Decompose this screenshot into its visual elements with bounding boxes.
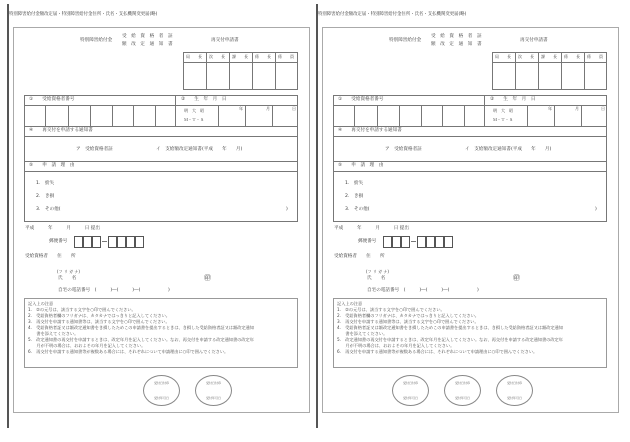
- postal-digit-box[interactable]: [83, 236, 92, 248]
- main-table: [24, 95, 298, 222]
- notes-title: 記入上の注意: [337, 301, 363, 306]
- document-header: 特別障害給付金額改定届・特別障害給付金住所・氏名・支払機関変更届(略): [9, 12, 158, 17]
- title-prefix: 特別障害給付金: [80, 38, 113, 43]
- seal-mark: ㊞: [204, 274, 211, 282]
- postal-digit-box[interactable]: [74, 236, 83, 248]
- approval-header: 課 長: [541, 54, 557, 59]
- title-line1: 受 給 資 格 者 証: [431, 34, 482, 39]
- form-page: [309, 0, 624, 442]
- postal-digit-box[interactable]: [435, 236, 444, 248]
- receipt-stamp: [392, 375, 429, 406]
- approval-header: 係 員: [587, 54, 603, 59]
- reason-other-close: ): [595, 207, 597, 212]
- era-kanji: 明 大 昭: [184, 108, 204, 113]
- reason-other[interactable]: 3. その他(: [36, 207, 61, 212]
- name-label: 氏 名: [367, 276, 386, 281]
- note-item: 1. ②の元号は、該当する文字を○印で囲んでください。: [337, 307, 445, 312]
- approval-header: 係 長: [255, 54, 271, 59]
- postal-digit-box[interactable]: [108, 236, 117, 248]
- month-label: 月: [266, 106, 270, 111]
- section1-label: ① 受給資格者番号: [338, 97, 384, 102]
- option-b[interactable]: イ 支給額改定通知書(平成 年 月): [465, 147, 552, 152]
- furigana-label: (フ リ ガ ナ): [57, 269, 80, 274]
- section2-label: ② 生 年 月 日: [181, 97, 227, 102]
- approval-header: 課 長: [232, 54, 248, 59]
- year-label: 年: [239, 106, 243, 111]
- note-item: 4. 受給資格者証又は額改定通知書をき損したためこの申請書を提出するときは、き損した受給資格者証又は額改定通知: [337, 325, 563, 330]
- postal-digit-box[interactable]: [135, 236, 144, 248]
- postal-label: 郵便番号: [358, 239, 377, 244]
- phone-label: 自宅の電話番号 ( )―( )―( ): [367, 288, 479, 293]
- approval-header: 局 長: [186, 54, 202, 59]
- stamp-top-text: 受付日付印: [205, 381, 221, 385]
- note-item: 書を添えてください。: [337, 331, 388, 336]
- note-item: 月が不明の場合は、おおよその年月を記入してください。: [337, 343, 455, 348]
- section3-label: ④ 再交付を申請する通知書: [338, 128, 402, 133]
- reason-other-close: ): [286, 207, 288, 212]
- postal-digit-box[interactable]: [92, 236, 101, 248]
- note-item: 3. 再交付を申請する通知書等は、該当する文字を○印で囲んでください。: [337, 319, 479, 324]
- stamp-bottom-text: 受付年月日: [153, 396, 169, 400]
- title-line1: 受 給 資 格 者 証: [122, 34, 173, 39]
- page-edge: [7, 4, 9, 428]
- submit-date: 平成 年 月 日 提出: [25, 226, 100, 231]
- section2-label: ② 生 年 月 日: [490, 97, 536, 102]
- address-label: 受給資格者 住 所: [334, 254, 385, 259]
- month-label: 月: [575, 106, 579, 111]
- reason-damaged[interactable]: 2. き損: [345, 194, 364, 199]
- day-label: 日: [601, 106, 605, 111]
- reason-other[interactable]: 3. その他(: [345, 207, 370, 212]
- postal-digit-box[interactable]: [117, 236, 126, 248]
- stamp-bottom-text: 受付年月日: [402, 396, 418, 400]
- approval-header: 次 長: [518, 54, 534, 59]
- stamp-bottom-text: 受付年月日: [205, 396, 221, 400]
- receipt-stamp: [444, 375, 481, 406]
- postal-digit-box[interactable]: [417, 236, 426, 248]
- notes-box: [24, 298, 298, 368]
- title-line2: 額 改 定 通 知 書: [431, 42, 482, 47]
- postal-digit-box[interactable]: [383, 236, 392, 248]
- reason-damaged[interactable]: 2. き損: [36, 194, 55, 199]
- page-edge: [316, 4, 318, 428]
- approval-header: 局 長: [495, 54, 511, 59]
- note-item: 2. 受給資格者欄のフリガナは、カタカナではっきりと記入してください。: [337, 313, 479, 318]
- seal-mark: ㊞: [513, 274, 520, 282]
- note-item: 2. 受給資格者欄のフリガナは、カタカナではっきりと記入してください。: [28, 313, 170, 318]
- notes-title: 記入上の注意: [28, 301, 54, 306]
- section1-label: ① 受給資格者番号: [29, 97, 75, 102]
- title-prefix: 特別障害給付金: [389, 38, 422, 43]
- note-item: 6. 再交付を申請する通知書等が複数ある場合には、それぞれについて申請理由に○印で囲んでください。: [337, 349, 538, 354]
- receipt-stamp: [195, 375, 232, 406]
- postal-digit-box[interactable]: [426, 236, 435, 248]
- note-item: 5. 改定通知書の再交付を申請するときは、改定年月を記入してください。なお、再交付を申請する改定通知書の改定年: [337, 337, 563, 342]
- reason-lost[interactable]: 1. 紛失: [36, 181, 55, 186]
- era-letters: Ｍ・Ｔ・Ｓ: [493, 117, 513, 122]
- document-header: 特別障害給付金額改定届・特別障害給付金住所・氏名・支払機関変更届(略): [318, 12, 467, 17]
- section3-label: ④ 再交付を申請する通知書: [29, 128, 93, 133]
- postal-digit-box[interactable]: [392, 236, 401, 248]
- note-item: 6. 再交付を申請する通知書等が複数ある場合には、それぞれについて申請理由に○印で囲んでください。: [28, 349, 229, 354]
- notes-box: [333, 298, 607, 368]
- approval-header: 次 長: [209, 54, 225, 59]
- stamp-top-text: 受付日付印: [402, 381, 418, 385]
- era-kanji: 明 大 昭: [493, 108, 513, 113]
- receipt-stamp: [496, 375, 533, 406]
- stamp-bottom-text: 受付年月日: [506, 396, 522, 400]
- note-item: 5. 改定通知書の再交付を申請するときは、改定年月を記入してください。なお、再交付を申請する改定通知書の改定年: [28, 337, 254, 342]
- postal-digit-box[interactable]: [401, 236, 410, 248]
- note-item: 4. 受給資格者証又は額改定通知書をき損したためこの申請書を提出するときは、き損した受給資格者証又は額改定通知: [28, 325, 254, 330]
- note-item: 月が不明の場合は、おおよその年月を記入してください。: [28, 343, 146, 348]
- note-item: 3. 再交付を申請する通知書等は、該当する文字を○印で囲んでください。: [28, 319, 170, 324]
- furigana-label: (フ リ ガ ナ): [366, 269, 389, 274]
- era-letters: Ｍ・Ｔ・Ｓ: [184, 117, 204, 122]
- option-a[interactable]: ア 受給資格者証: [76, 147, 113, 152]
- address-label: 受給資格者 住 所: [25, 254, 76, 259]
- title-suffix: 再交付申請書: [520, 38, 548, 43]
- postal-digit-box[interactable]: [126, 236, 135, 248]
- section5-label: ⑤ 申 請 理 由: [29, 163, 75, 168]
- postal-digit-box[interactable]: [444, 236, 453, 248]
- stamp-top-text: 受付日付印: [454, 381, 470, 385]
- main-table: [333, 95, 607, 222]
- note-item: 書を添えてください。: [28, 331, 79, 336]
- title-suffix: 再交付申請書: [211, 38, 239, 43]
- receipt-stamp: [143, 375, 180, 406]
- stamp-top-text: 受付日付印: [506, 381, 522, 385]
- section5-label: ⑤ 申 請 理 由: [338, 163, 384, 168]
- title-line2: 額 改 定 通 知 書: [122, 42, 173, 47]
- stamp-bottom-text: 受付年月日: [454, 396, 470, 400]
- reason-lost[interactable]: 1. 紛失: [345, 181, 364, 186]
- day-label: 日: [292, 106, 296, 111]
- option-b[interactable]: イ 支給額改定通知書(平成 年 月): [156, 147, 243, 152]
- option-a[interactable]: ア 受給資格者証: [385, 147, 422, 152]
- postal-label: 郵便番号: [49, 239, 68, 244]
- year-label: 年: [548, 106, 552, 111]
- note-item: 1. ②の元号は、該当する文字を○印で囲んでください。: [28, 307, 136, 312]
- phone-label: 自宅の電話番号 ( )―( )―( ): [58, 288, 170, 293]
- stamp-top-text: 受付日付印: [153, 381, 169, 385]
- name-label: 氏 名: [58, 276, 77, 281]
- submit-date: 平成 年 月 日 提出: [334, 226, 409, 231]
- approval-header: 係 員: [278, 54, 294, 59]
- approval-header: 係 長: [564, 54, 580, 59]
